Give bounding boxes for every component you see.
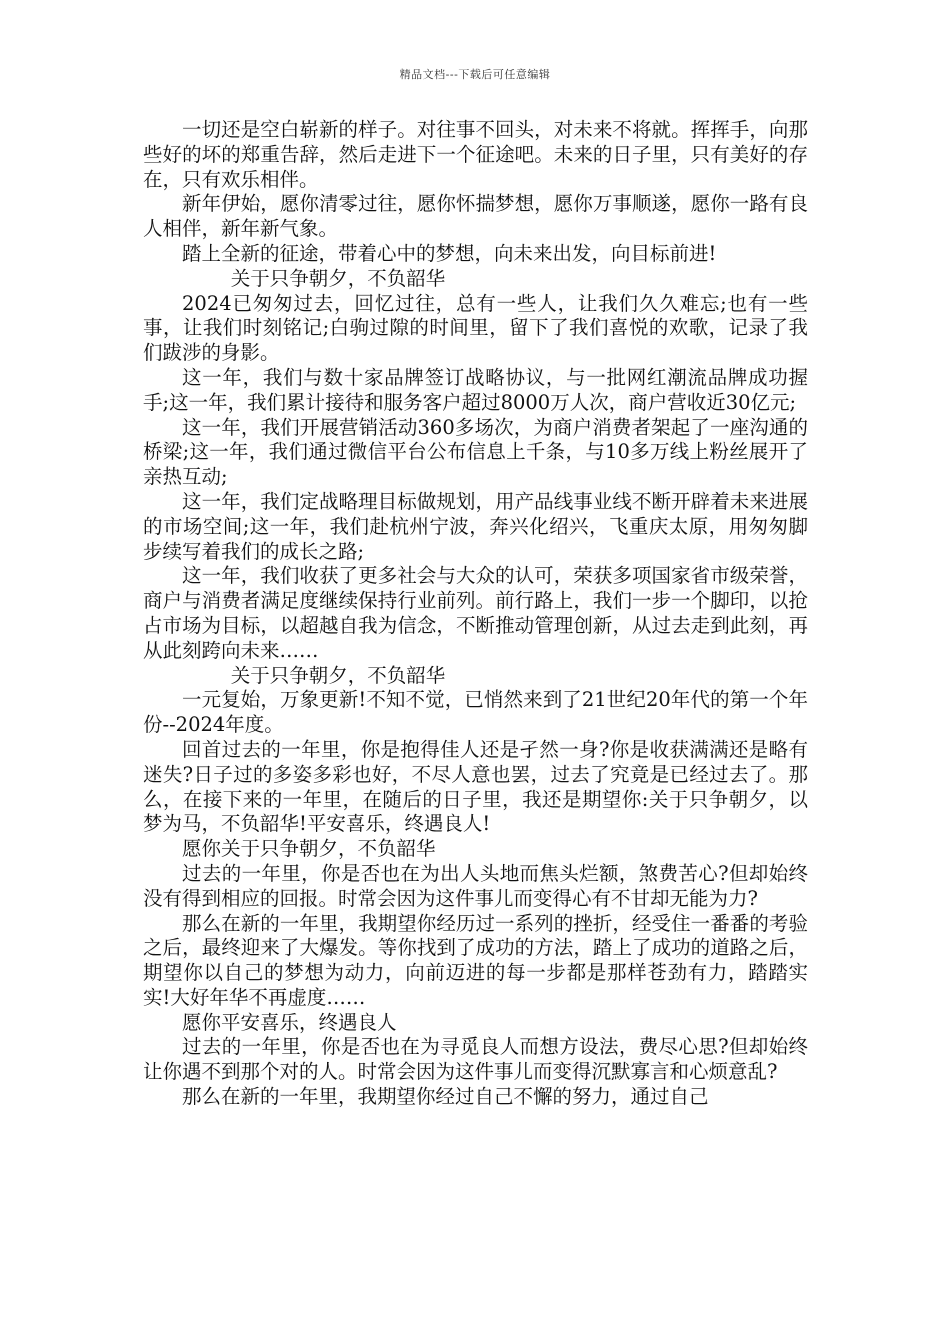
paragraph: 这一年，我们开展营销活动360多场次，为商户消费者架起了一座沟通的桥梁;这一年，我们通过微信平台公布信息上千条，与10多万线上粉丝展开了亲热互动; <box>143 415 808 489</box>
paragraph: 过去的一年里，你是否也在为出人头地而焦头烂额，煞费苦心?但却始终没有得到相应的回报。时常会因为这件事儿而变得心有不甘却无能为力? <box>143 861 808 910</box>
paragraph: 一切还是空白崭新的样子。对往事不回头，对未来不将就。挥挥手，向那些好的坏的郑重告辞，然后走进下一个征途吧。未来的日子里，只有美好的存在，只有欢乐相伴。 <box>143 118 808 191</box>
paragraph: 一元复始，万象更新!不知不觉，已悄然来到了21世纪20年代的第一个年份--2024年度。 <box>143 688 808 737</box>
document-body <box>143 118 808 1110</box>
paragraph: 那么在新的一年里，我期望你经过自己不懈的努力，通过自己 <box>182 1085 709 1109</box>
paragraph: 这一年，我们定战略理目标做规划，用产品线事业线不断开辟着未来进展的市场空间;这一年，我们赴杭州宁波，奔兴化绍兴，飞重庆太原，用匆匆脚步续写着我们的成长之路; <box>143 489 808 563</box>
paragraph: 过去的一年里，你是否也在为寻觅良人而想方设法，费尽心思?但却始终让你遇不到那个对的人。时常会因为这件事儿而变得沉默寡言和心烦意乱? <box>143 1035 808 1084</box>
paragraph: 这一年，我们与数十家品牌签订战略协议，与一批网红潮流品牌成功握手;这一年，我们累计接待和服务客户超过8000万人次，商户营收近30亿元; <box>143 365 808 414</box>
section-subtitle: 关于只争朝夕，不负韶华 <box>230 663 446 687</box>
paragraph: 2024已匆匆过去，回忆过往，总有一些人，让我们久久难忘;也有一些事，让我们时刻铭记;白驹过隙的时间里，留下了我们喜悦的欢歌，记录了我们跋涉的身影。 <box>143 291 808 365</box>
paragraph: 这一年，我们收获了更多社会与大众的认可，荣获多项国家省市级荣誉，商户与消费者满足度继续保持行业前列。前行路上，我们一步一个脚印，以抢占市场为目标，以超越自我为信念，不断推动管理创新，从过去走到此刻，再从此刻跨向未来…… <box>143 564 808 662</box>
paragraph: 那么在新的一年里，我期望你经历过一系列的挫折，经受住一番番的考验之后，最终迎来了大爆发。等你找到了成功的方法，踏上了成功的道路之后，期望你以自己的梦想为动力，向前迈进的每一步都是那样苍劲有力，踏踏实实!大好年华不再虚度…… <box>143 911 808 1009</box>
section-subtitle: 关于只争朝夕，不负韶华 <box>230 266 446 290</box>
paragraph: 踏上全新的征途，带着心中的梦想，向未来出发，向目标前进! <box>182 241 717 265</box>
page-header: 精品文档---下载后可任意编辑 <box>399 68 551 81</box>
section-heading: 愿你关于只争朝夕，不负韶华 <box>182 837 436 861</box>
paragraph: 回首过去的一年里，你是抱得佳人还是孑然一身?你是收获满满还是略有迷失?日子过的多姿多彩也好，不尽人意也罢，过去了究竟是已经过去了。那么，在接下来的一年里，在随后的日子里，我还是期望你:关于只争朝夕，以梦为马，不负韶华!平安喜乐，终遇良人! <box>143 737 808 836</box>
section-heading: 愿你平安喜乐，终遇良人 <box>182 1010 397 1034</box>
paragraph: 新年伊始，愿你清零过往，愿你怀揣梦想，愿你万事顺遂，愿你一路有良人相伴，新年新气象。 <box>143 192 808 241</box>
